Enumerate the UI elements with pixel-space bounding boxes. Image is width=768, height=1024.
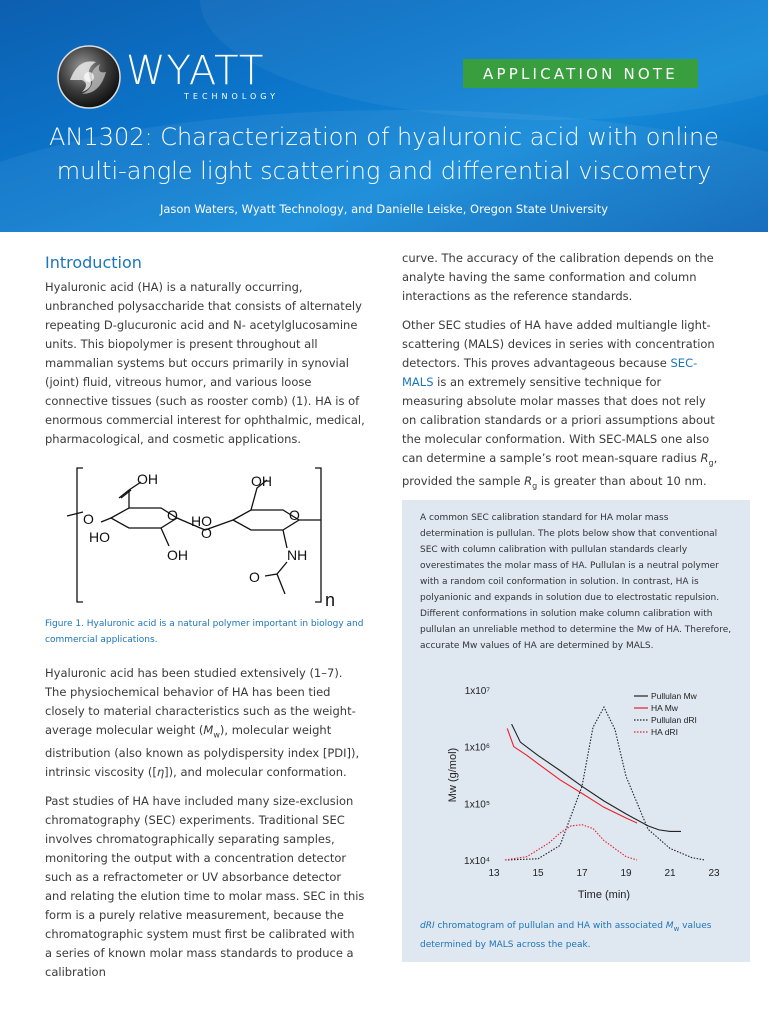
mol-label-oh-top1: OH [137,471,158,487]
header-banner [0,0,768,232]
panel-description: A common SEC calibration standard for HA molar mass determination is pullulan. The plots below show that conventional SEC with column calibration with pullulan standards clearly overestimates the molar mass of HA. Pullulan is a neutral polymer with a random coil conformation in solution. In contrast, HA is polyanionic and expands in solution due to electrostatic repulsion. Different conformations in solution make column calibration with pullulan an unreliable method to determine the Mw of HA. Therefore, accurate Mw values of HA are determined by MALS. [420,513,732,651]
intro-paragraph-3: Past studies of HA have included many size-exclusion chromatography (SEC) experiments. Traditional SEC involves chromatographically separating samples, monitoring the output with a concentration detector such as a refractometer or UV absorbance detector and relating the elution time to molar mass. SEC in this form is a purely relative measurement, because the chromatographic system must first be calibrated with a series of known molar mass standards to produce a calibration [45,794,365,980]
wyatt-swirl-icon [56,44,122,110]
rg-symbol-2: R [524,474,533,489]
mol-label-o-ring2: O [289,507,300,523]
mol-label-n: n [325,590,336,610]
sec-mals-link[interactable]: SEC-MALS [402,356,698,389]
legend-entry: HA Mw [651,703,678,713]
rp2-text-b: is an extremely sensitive technique for measuring absolute molar masses that does not rely on calibration standards or a priori assumptions about the molecular conformation. With SEC-MALS one also can determine a sample’s root mean-square radius [402,375,715,465]
mol-label-o-amide: O [249,569,260,585]
figure-1-caption: Figure 1. Hyaluronic acid is a natural polymer important in biology and commercial applications. [45,619,364,645]
x-tick-label: 15 [532,868,544,879]
rp2-text-d: is greater than about 10 nm. [537,474,707,489]
x-axis-label: Time (min) [577,889,631,901]
y-axis-label: Mw (g/mol) [447,747,459,803]
intro-paragraph-1: Hyaluronic acid (HA) is a naturally occurring, unbranched polysaccharide that consists of alternately repeating D-glucuronic acid and N- acetylglucosamine units. This biopolymer is present throughout all mammalian systems but occurs primarily in synovial (joint) fluid, vitreous humor, and various loose connective tissues (such as rooster comb) (1). HA is of enormous commercial interest for ophthalmic, medical, pharmacological, and cosmetic applications. [45,280,365,446]
right-paragraph-1: curve. The accuracy of the calibration depends on the analyte having the same conformation and column interactions as the reference standards. [402,251,714,303]
caption-mw-subscript: w [673,924,680,933]
y-tick-label: 1x10⁷ [464,686,490,697]
rg-symbol-1: R [700,451,709,465]
chart-caption [420,918,732,953]
right-column [402,249,720,506]
x-tick-label: 19 [620,868,632,879]
rg-subscript-1: g [708,458,714,468]
legend-entry: Pullulan Mw [651,691,697,701]
left-column-lower [45,664,365,992]
mol-label-o-left: O [83,511,94,527]
y-tick-label: 1x10⁶ [464,742,490,754]
series-line-pullulan-mw [512,724,681,831]
legend-entry: Pullulan dRI [651,715,697,725]
sidebar-panel [402,500,750,962]
logo-subtext: TECHNOLOGY [184,92,279,101]
title-line-2: multi-angle light scattering and differential viscometry [56,157,712,185]
caption-text-c: values determined by MALS across the peak. [420,921,712,950]
section-heading-introduction: Introduction [45,253,142,272]
wyatt-logo [56,44,279,114]
p2-text-a: Hyaluronic acid has been studied extensively (1–7). The physiochemical behavior of HA has been tied closely to material characteristics such as the weight-average molecular weight ( [45,666,356,737]
p2-text-c: ]), and molecular conformation. [164,765,347,780]
legend-entry: HA dRI [651,727,678,737]
mol-label-ho-mid: HO [191,513,212,529]
left-column [45,252,365,459]
authors-line: Jason Waters, Wyatt Technology, and Danielle Leiske, Oregon State University [159,202,609,216]
mol-label-oh-bottom: OH [167,547,188,563]
x-tick-label: 17 [576,868,588,879]
application-note-badge: APPLICATION NOTE [463,59,698,88]
p2-mw-symbol: M [203,723,214,737]
caption-text-b: chromatogram of pullulan and HA with associated [434,921,666,931]
document-title [40,120,728,188]
logo-wordmark: WYATT [126,48,265,94]
title-line-1: AN1302: Characterization of hyaluronic acid with online [49,123,719,151]
y-tick-label: 1x10⁴ [464,856,490,867]
p2-eta-symbol: η [156,765,165,780]
caption-dri: dRI [420,921,435,931]
x-tick-label: 21 [664,868,676,879]
mol-label-ho-left: HO [89,529,110,545]
p2-mw-subscript: w [213,730,220,740]
p2-text-b: ), molecular weight distribution (also known as polydispersity index [PDI]), intrinsic viscosity ([ [45,723,360,780]
right-paragraph-2 [402,316,720,496]
hyaluronic-acid-structure-figure [45,458,365,618]
mw-chart [412,678,742,910]
rp2-text-c: , provided the sample [402,451,718,489]
series-line-ha-dri [505,825,637,860]
caption-mw-symbol: M [665,921,674,931]
rg-subscript-2: g [532,481,538,491]
mol-label-o-ring1: O [167,507,178,523]
intro-paragraph-2 [45,664,365,782]
mol-label-oh-top2: OH [251,473,272,489]
rp2-text-a: Other SEC studies of HA have added multiangle light-scattering (MALS) devices in series with concentration detectors. This proves advantageous because [402,318,715,370]
x-tick-label: 13 [488,868,500,879]
mol-label-o-link: O [201,525,212,541]
x-tick-label: 23 [708,868,720,879]
mol-label-nh: NH [287,547,308,563]
y-tick-label: 1x10⁵ [464,799,490,811]
